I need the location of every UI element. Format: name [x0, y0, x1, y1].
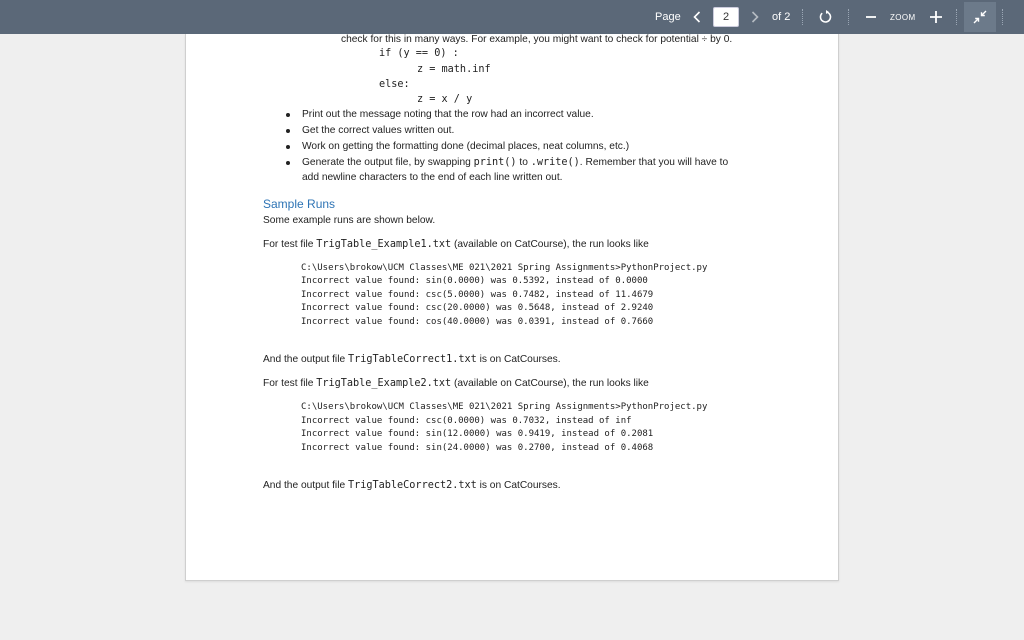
bullet-item-4: [302, 157, 728, 169]
page-label: Page: [655, 11, 681, 23]
test2-filename: TrigTable_Example2.txt: [316, 378, 452, 389]
chevron-left-icon[interactable]: [689, 0, 705, 34]
console2-line: Incorrect value found: sin(24.0000) was 0.2700, instead of 0.4068: [301, 443, 654, 453]
bullet-item-2: Get the correct values written out.: [302, 125, 455, 136]
test1-filename: TrigTable_Example1.txt: [316, 239, 452, 250]
minus-icon[interactable]: [862, 0, 880, 34]
bullet-4-text: Generate the output file, by swapping: [302, 157, 474, 168]
intro-text: check for this in many ways. For example, you might want to check for potential ÷ by 0.: [341, 34, 733, 45]
output1-description: [263, 354, 561, 366]
bullet-4-text: to: [516, 157, 531, 168]
rotate-icon[interactable]: [816, 0, 836, 34]
test2-text: For test file: [263, 378, 317, 389]
page-total: of 2: [772, 11, 791, 23]
bullet-item-3: Work on getting the formatting done (decimal places, neat columns, etc.): [302, 141, 630, 152]
bullet-4-text: . Remember that you will have to: [579, 157, 729, 168]
test2-description: [263, 378, 649, 390]
test1-text: For test file: [263, 239, 317, 250]
output2-text: is on CatCourses.: [476, 480, 561, 491]
test1-description: [263, 239, 649, 251]
bullet-dot: [286, 129, 290, 133]
plus-icon[interactable]: [927, 0, 945, 34]
console2-line: C:\Users\brokow\UCM Classes\ME 021\2021 Spring Assignments>PythonProject.py: [301, 402, 708, 412]
code-else-line: else:: [379, 79, 410, 90]
page-number-input[interactable]: [713, 7, 739, 27]
bullet-4-code-print: print(): [473, 157, 517, 168]
test2-text: (available on CatCourse), the run looks like: [451, 378, 649, 389]
pdf-toolbar: [0, 0, 1024, 34]
collapse-icon[interactable]: [964, 2, 996, 32]
bullet-4-code-write: .write(): [530, 157, 580, 168]
chevron-right-icon[interactable]: [748, 0, 762, 34]
sample-runs-heading: Sample Runs: [263, 197, 336, 211]
output2-filename: TrigTableCorrect2.txt: [347, 480, 477, 491]
bullet-dot: [286, 113, 290, 117]
test1-text: (available on CatCourse), the run looks like: [451, 239, 649, 250]
console1-line: Incorrect value found: csc(20.0000) was 0.5648, instead of 2.9240: [301, 303, 654, 313]
output1-text: is on CatCourses.: [476, 354, 561, 365]
sample-runs-intro: Some example runs are shown below.: [263, 215, 436, 226]
bullet-dot: [286, 161, 290, 165]
bullet-item-4-cont: add newline characters to the end of each line written out.: [302, 172, 563, 183]
toolbar-divider: [802, 9, 803, 25]
zoom-label: ZOOM: [890, 12, 916, 22]
document-page: [185, 34, 839, 581]
output1-text: And the output file: [263, 354, 348, 365]
bullet-dot: [286, 145, 290, 149]
output1-filename: TrigTableCorrect1.txt: [347, 354, 477, 365]
output2-text: And the output file: [263, 480, 348, 491]
toolbar-divider: [848, 9, 849, 25]
console2-line: Incorrect value found: csc(0.0000) was 0.7032, instead of inf: [301, 416, 632, 426]
console1-line: Incorrect value found: sin(0.0000) was 0.5392, instead of 0.0000: [301, 276, 648, 286]
output2-description: [263, 480, 561, 492]
bullet-item-1: Print out the message noting that the row had an incorrect value.: [302, 109, 594, 120]
code-assign-div: z = x / y: [417, 94, 473, 105]
toolbar-divider: [956, 9, 957, 25]
code-assign-inf: z = math.inf: [417, 64, 491, 75]
console1-line: Incorrect value found: csc(5.0000) was 0.7482, instead of 11.4679: [301, 290, 654, 300]
toolbar-divider: [1002, 9, 1003, 25]
code-if-line: if (y == 0) :: [379, 48, 459, 59]
console1-line: C:\Users\brokow\UCM Classes\ME 021\2021 Spring Assignments>PythonProject.py: [301, 263, 708, 273]
console2-line: Incorrect value found: sin(12.0000) was 0.9419, instead of 0.2081: [301, 429, 654, 439]
console1-line: Incorrect value found: cos(40.0000) was 0.0391, instead of 0.7660: [301, 317, 654, 327]
